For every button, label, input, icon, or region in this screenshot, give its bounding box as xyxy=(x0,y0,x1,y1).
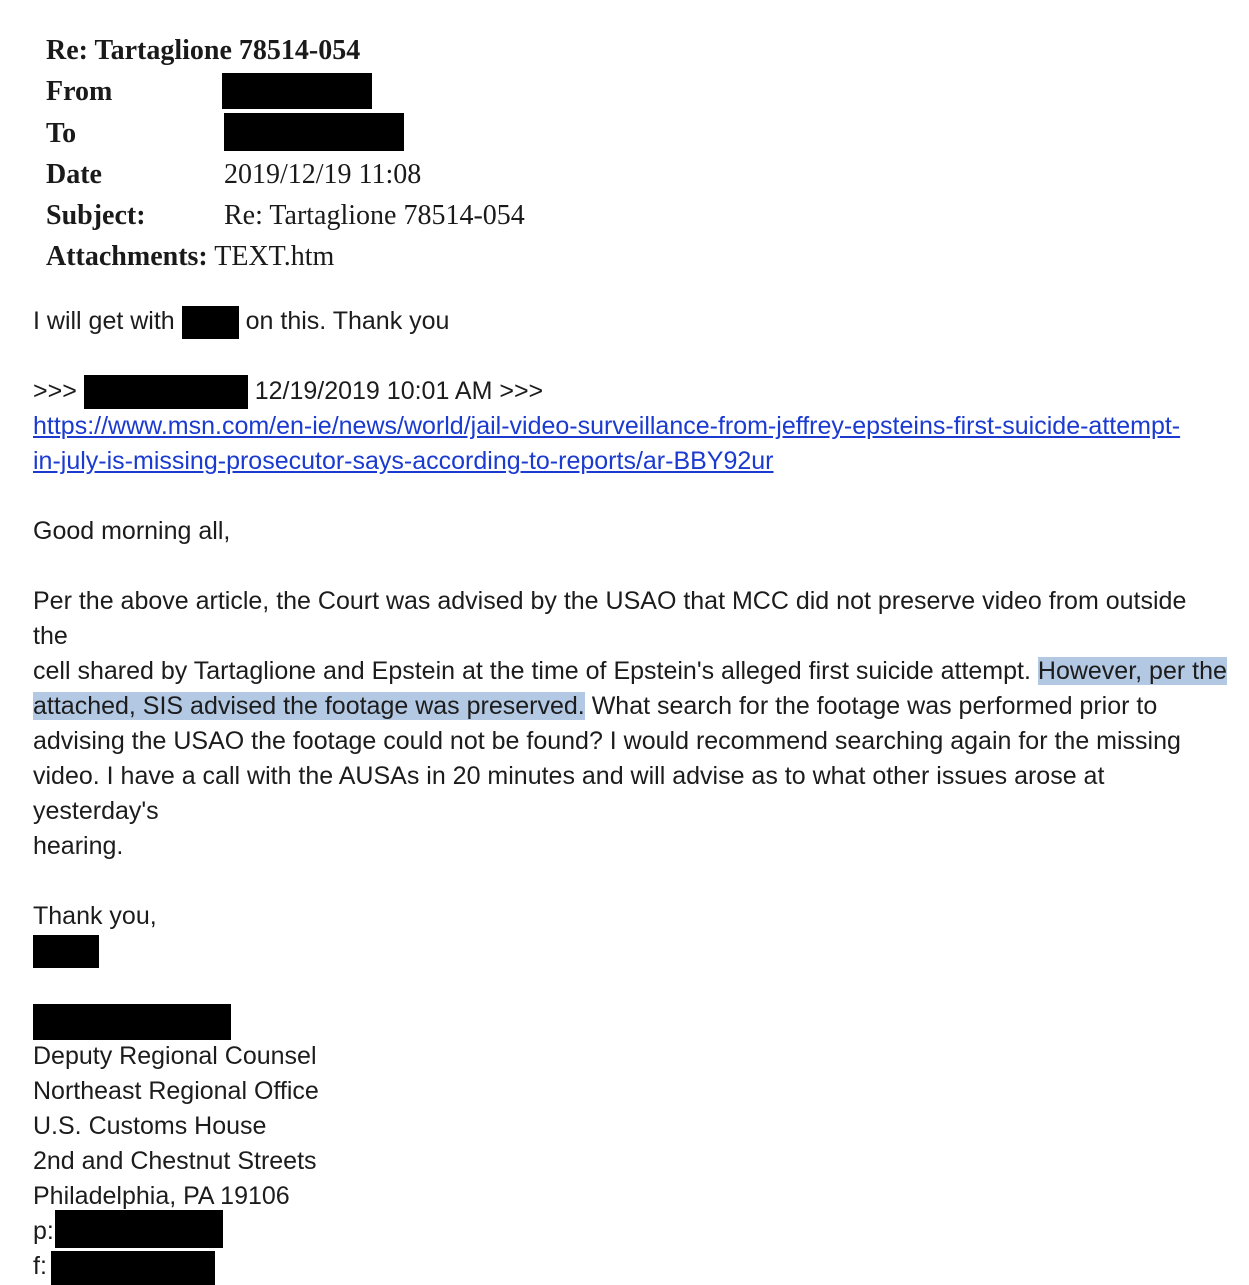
reply-text-after: on this. Thank you xyxy=(245,307,450,335)
highlighted-text-2: attached, SIS advised the footage was preserved. xyxy=(33,692,585,721)
phone-redaction xyxy=(55,1210,223,1248)
full-name-line xyxy=(33,1004,1228,1039)
from-row xyxy=(46,71,360,112)
from-label: From xyxy=(46,76,113,108)
quote-datetime: 12/19/2019 10:01 AM >>> xyxy=(254,377,544,405)
from-redaction xyxy=(222,73,372,109)
to-row xyxy=(46,113,360,154)
fax-label: f: xyxy=(33,1252,47,1281)
article-link-1[interactable]: https://www.msn.com/en-ie/news/world/jail-video-surveillance-from-jeffrey-epsteins-first-suicide-attempt- xyxy=(33,412,1181,441)
signature-phone xyxy=(33,1214,1228,1249)
phone-label: p: xyxy=(33,1217,54,1246)
fax-redaction xyxy=(51,1251,215,1285)
highlighted-text-1: However, per the xyxy=(1037,657,1227,686)
signer-name-line xyxy=(33,934,1228,969)
signature-fax xyxy=(33,1249,1228,1284)
para-line-5: video. I have a call with the AUSAs in 20 minutes and will advise as to what other issues arose at yesterday's xyxy=(33,762,1105,826)
subject-row xyxy=(46,195,525,236)
article-link-line-1 xyxy=(33,409,1228,444)
quote-prefix: >>> xyxy=(33,377,77,405)
quoted-header-line xyxy=(33,374,1228,409)
article-link-2[interactable]: in-july-is-missing-prosecutor-says-according-to-reports/ar-BBY92ur xyxy=(33,447,774,476)
subject-value: Re: Tartaglione 78514-054 xyxy=(224,200,525,232)
attachments-row xyxy=(46,236,360,277)
signature-building: U.S. Customs House xyxy=(33,1112,267,1141)
reply-text-before: I will get with xyxy=(33,307,175,335)
greeting: Good morning all, xyxy=(33,517,231,546)
reply-redaction xyxy=(182,306,239,339)
para-line-6: hearing. xyxy=(33,832,124,861)
signature-street: 2nd and Chestnut Streets xyxy=(33,1147,317,1176)
para-line-3-text: What search for the footage was performed prior to xyxy=(591,692,1158,721)
closing: Thank you, xyxy=(33,902,157,931)
para-line-1: Per the above article, the Court was advised by the USAO that MCC did not preserve video from outside the xyxy=(33,587,1187,651)
to-label: To xyxy=(46,117,77,149)
email-title: Re: Tartaglione 78514-054 xyxy=(46,35,361,66)
to-redaction xyxy=(224,113,404,151)
sender-redaction xyxy=(84,375,248,409)
para-line-3 xyxy=(33,689,1228,724)
full-name-redaction xyxy=(33,1004,231,1040)
date-row xyxy=(46,154,422,195)
email-body xyxy=(33,304,1228,1284)
date-label: Date xyxy=(46,158,102,190)
email-header xyxy=(46,30,525,278)
signature-title: Deputy Regional Counsel xyxy=(33,1042,317,1071)
signature-office: Northeast Regional Office xyxy=(33,1077,319,1106)
article-link-line-2 xyxy=(33,444,1228,479)
para-line-2-text: cell shared by Tartaglione and Epstein at the time of Epstein's alleged first suicide attempt. xyxy=(33,657,1031,686)
attachments-value[interactable]: TEXT.htm xyxy=(214,241,335,273)
para-line-2 xyxy=(33,654,1228,689)
subject-label: Subject: xyxy=(46,200,146,232)
date-value: 2019/12/19 11:08 xyxy=(224,158,422,190)
para-line-4: advising the USAO the footage could not be found? I would recommend searching again for the missing xyxy=(33,727,1181,756)
attachments-label: Attachments: xyxy=(46,241,208,273)
signer-name-redaction xyxy=(33,935,99,968)
reply-line xyxy=(33,304,1228,339)
signature-city: Philadelphia, PA 19106 xyxy=(33,1182,290,1211)
